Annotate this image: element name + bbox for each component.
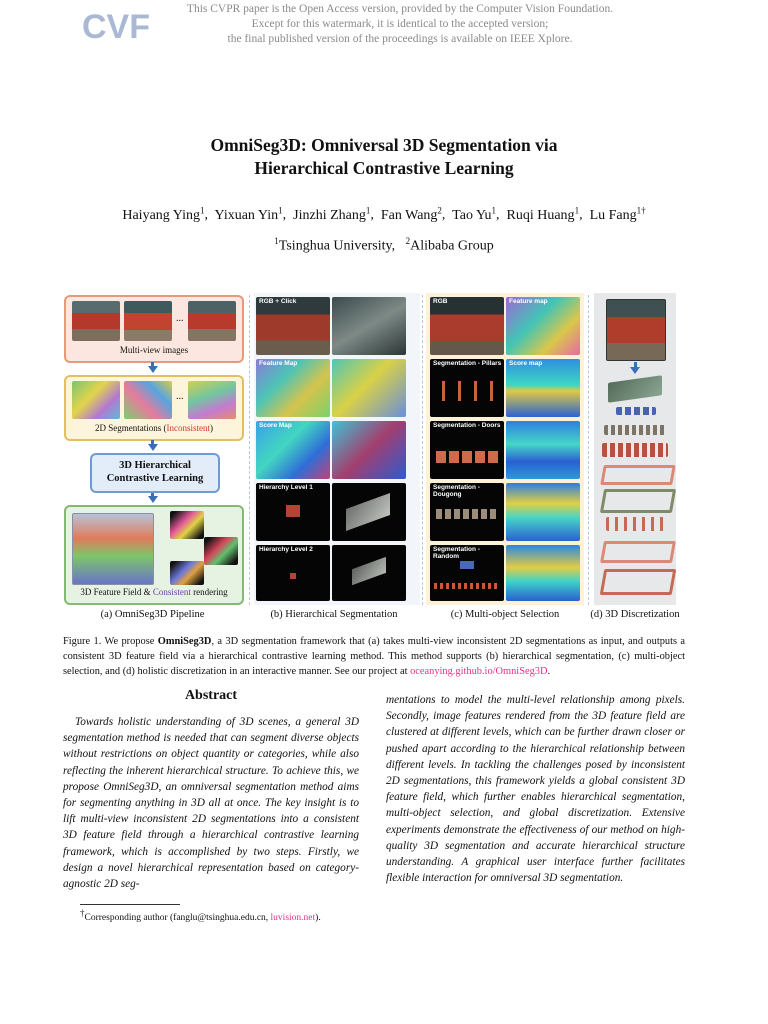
hierarchy-level-2-closeup: [332, 545, 406, 601]
base-layer: [600, 569, 677, 595]
wall-frame-layer: [600, 541, 676, 563]
feature-field-box: [64, 505, 244, 605]
abstract-left-column: [63, 688, 359, 892]
open-access-watermark: [150, 2, 650, 47]
project-link[interactable]: oceanying.github.io/OmniSeg3D: [410, 666, 548, 677]
dougong-score-map: [506, 483, 580, 541]
svg-text:CVF: CVF: [82, 8, 150, 46]
hierarchy-level-2-image: Hierarchy Level 2: [256, 545, 330, 601]
abstract-text-left: Towards holistic understanding of 3D scenes, a general 3D segmentation method is needed that can segment diverse objects without restrictions on object quantity or categories, while also reflecting the inherent hierarchical structure. To achieve this, we propose OmniSeg3D, an omniversal segmentation method aims for segmenting anything in 3D all at once. The key insight is to lift multi-view inconsistent 2D segmentations into a consistent 3D feature field through a hierarchical contrastive learning framework, which is accomplished by two steps. Firstly, we design a novel hierarchical representation based on category-agnostic 2D seg-: [63, 716, 359, 891]
affiliations: $^1$Tsinghua University, $^2$Alibaba Group: [274, 236, 494, 254]
segmentation-image: [188, 381, 236, 419]
score-map-image: Score Map: [256, 421, 330, 479]
segmentation-image: [124, 381, 172, 419]
temple-image: [72, 301, 120, 341]
down-arrow-icon: [630, 367, 640, 374]
panel-c-label: (c) Multi-object Selection: [450, 609, 560, 620]
panel-separator: [249, 295, 250, 605]
down-arrow-icon: [148, 366, 158, 373]
author: Ruqi Huang$^1$: [506, 205, 580, 223]
feature-field-cube: [72, 513, 154, 585]
feature-map-closeup: [332, 359, 406, 417]
rendered-view: [170, 561, 204, 585]
score-map-image: Score map: [506, 359, 580, 417]
rendered-view: [170, 511, 204, 539]
multiview-caption: Multi-view images: [119, 345, 189, 355]
temple-image: [124, 301, 172, 341]
temple-thumbnail: [606, 299, 666, 361]
ellipsis: ...: [176, 313, 184, 324]
panel-b-hierarchical: [254, 293, 420, 605]
score-map-closeup: [332, 421, 406, 479]
hierarchy-level-1-image: Hierarchy Level 1: [256, 483, 330, 541]
segmentation-pillars-image: Segmentation - Pillars: [430, 359, 504, 417]
segmentation-image: [72, 381, 120, 419]
ellipsis: ...: [176, 391, 184, 402]
author: Jinzhi Zhang$^1$: [293, 205, 371, 223]
dougong-layer: [604, 425, 666, 435]
author: Yixuan Yin$^1$: [214, 205, 283, 223]
consistent-label: Consistent: [152, 587, 191, 597]
watermark-line: the final published version of the proceedings is available on IEEE Xplore.: [227, 33, 573, 45]
author: Lu Fang$^{1\dagger}$: [589, 205, 646, 223]
random-score-map: [506, 545, 580, 601]
segmentations-caption: 2D Segmentations (Inconsistent): [95, 423, 213, 433]
author: Fan Wang$^2$: [380, 205, 442, 223]
doors-score-map: [506, 421, 580, 479]
rgb-image: RGB: [430, 297, 504, 355]
figure-caption: Figure 1. We propose OmniSeg3D, a 3D segmentation framework that (a) takes multi-view inconsistent 2D segmentations as input, and outputs a consistent 3D feature field via a hierarchical contrastive learning method. This method supports (b) hierarchical segmentation, (c) multi-object selection, and (d) holistic discretization in an interactive manner. See our project at oceanying.github.io/OmniSeg3D.: [63, 636, 686, 677]
paper-title: [0, 134, 768, 180]
title-line-1: OmniSeg3D: Omniversal 3D Segmentation via: [210, 135, 558, 155]
hierarchy-level-1-closeup: [332, 483, 406, 541]
roof-frame-layer: [600, 489, 676, 513]
footnote: †Corresponding author (fanglu@tsinghua.edu.cn, luvision.net).: [80, 908, 321, 924]
panel-a-label: (a) OmniSeg3D Pipeline: [100, 609, 205, 620]
panel-separator: [588, 295, 589, 605]
panel-b-label: (b) Hierarchical Segmentation: [270, 609, 398, 620]
down-arrow-icon: [148, 496, 158, 503]
watermark-line: Except for this watermark, it is identical to the accepted version;: [251, 18, 549, 30]
feature-map-image: Feature map: [506, 297, 580, 355]
segmentation-dougong-image: Segmentation - Dougong: [430, 483, 504, 541]
multiview-images-box: [64, 295, 244, 363]
segmentations-box: [64, 375, 244, 441]
inconsistent-label: Inconsistent: [166, 423, 210, 433]
hierarchical-contrastive-learning-box: [90, 453, 220, 493]
abstract-text-right: mentations to model the multi-level relationship among pixels. Secondly, image features rendered from the 3D feature field are clustered at different levels, which can be further drawn closer or pushed apart according to the hierarchical relationship between different levels. In tackling the challenges posed by inconsistent 2D segmentations, this framework yields a global consistent 3D feature field, which further enables hierarchical segmentation, multi-object selection, and global discretization. Extensive experiments demonstrate the effectiveness of our method on high-quality 3D segmentation and accurate hierarchical structure understanding. A graphical user interface further facilitates flexible interaction for omniversal 3D segmentation.: [386, 694, 685, 885]
panel-c-multi-object: [426, 293, 584, 605]
eaves-layer: [616, 407, 656, 415]
beam-layer: [600, 465, 676, 485]
temple-image: [188, 301, 236, 341]
author: Haiyang Ying$^1$: [122, 205, 205, 223]
pillar-layer: [606, 517, 664, 531]
rgb-click-image: RGB + Click: [256, 297, 330, 355]
luvision-link[interactable]: luvision.net: [270, 913, 316, 924]
segmentation-doors-image: Segmentation - Doors: [430, 421, 504, 479]
panel-a-pipeline: [60, 293, 245, 605]
panel-separator: [422, 295, 423, 605]
rendered-view: [204, 537, 238, 565]
panel-d-discretization: [594, 293, 676, 605]
cvf-logo: [82, 6, 150, 46]
author-list: Haiyang Ying$^1$, Yixuan Yin$^1$, Jinzhi Zhang$^1$, Fan Wang$^2$, Tao Yu$^1$, Ruqi Huang$^1$, Lu Fang$^{1\dagger}$: [122, 205, 646, 223]
footnote-rule: [80, 904, 180, 905]
rgb-click-closeup: [332, 297, 406, 355]
watermark-line: This CVPR paper is the Open Access version, provided by the Computer Vision Foundation.: [186, 3, 614, 15]
title-line-2: Hierarchical Contrastive Learning: [254, 158, 514, 178]
abstract-heading: Abstract: [184, 688, 238, 703]
figure-1: [60, 293, 690, 623]
panel-d-label: (d) 3D Discretization: [590, 609, 680, 620]
abstract-right-column: [386, 692, 685, 886]
author: Tao Yu$^1$: [452, 205, 496, 223]
segmentation-random-image: Segmentation - Random: [430, 545, 504, 601]
feature-map-image: Feature Map: [256, 359, 330, 417]
wall-layer: [602, 443, 668, 457]
hcl-label: 3D Hierarchical Contrastive Learning: [106, 460, 204, 484]
down-arrow-icon: [148, 444, 158, 451]
roof-layer: [608, 375, 662, 403]
feature-field-caption: 3D Feature Field & Consistent rendering: [80, 587, 228, 597]
